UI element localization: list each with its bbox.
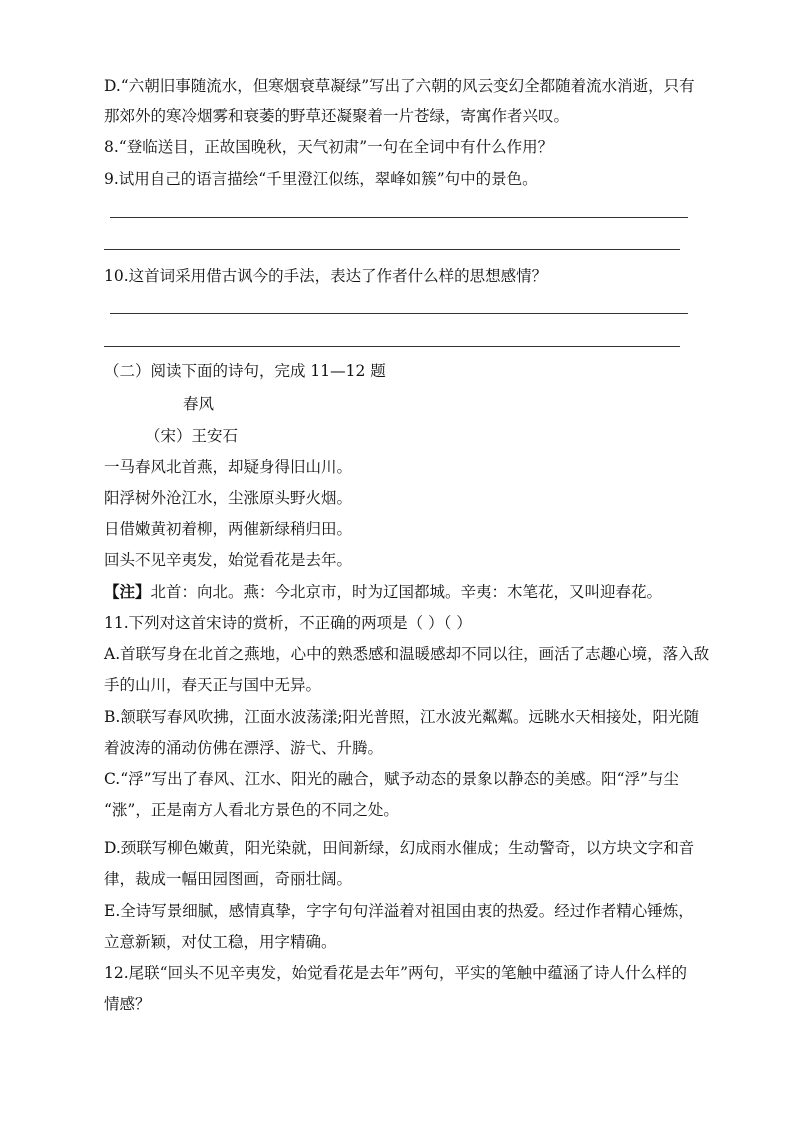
option-d-line-1b: D.颈联写柳色嫩黄，阳光染就，田间新绿，幻成雨水催成；生动警奇，以方块文字和音 [104,839,695,857]
poem-line-3: 日借嫩黄初着柳，两催新绿稍归田。 [104,520,353,538]
question-9: 9.试用自己的语言描绘“千里澄江似练，翠峰如簇”句中的景色。 [104,170,538,188]
answer-line-9a [110,217,688,218]
option-d-line-1: D.“六朝旧事随流水，但寒烟衰草凝绿”写出了六朝的风云变幻全都随着流水消逝，只有 [104,77,695,95]
answer-line-9b [104,249,680,250]
question-8: 8.“登临送目，正故国晚秋，天气初肃”一句在全词中有什么作用？ [104,138,554,156]
poem-line-2: 阳浮树外沧江水，尘涨原头野火烟。 [104,489,353,507]
option-c-line-1: C.“浮”写出了春风、江水、阳光的融合，赋予动态的景象以静态的美感。阳“浮”与尘 [104,770,679,788]
option-d-line-2b: 律，裁成一幅田园图画，奇丽壮阔。 [104,870,353,888]
answer-line-10b [104,346,680,347]
poem-line-4: 回头不见辛夷发，始觉看花是去年。 [104,551,353,569]
poem-author: （宋）王安石 [145,427,239,445]
note-text: 北首：向北。燕：今北京市，时为辽国都城。辛夷：木笔花，又叫迎春花。 [150,583,663,601]
poem-note [104,581,662,603]
section-two-heading: （二）阅读下面的诗句，完成 11—12 题 [104,362,386,380]
question-12-line-2: 情感？ [104,995,151,1013]
option-a-line-1: A.首联写身在北首之燕地，心中的熟悉感和温暖感却不同以往，画活了志趣心境，落入敌 [104,645,710,663]
option-a-line-2: 手的山川，春天正与国中无异。 [104,676,322,694]
note-tag: 【注】 [104,582,151,601]
question-11: 11.下列对这首宋诗的赏析，不正确的两项是（ ）（ ） [104,614,472,632]
poem-title: 春风 [183,395,215,413]
question-10: 10.这首词采用借古讽今的手法，表达了作者什么样的思想感情？ [104,267,548,285]
option-e-line-2: 立意新颖，对仗工稳，用字精确。 [104,933,337,951]
option-b-line-1: B.颔联写春风吹拂，江面水波荡漾;阳光普照，江水波光粼粼。远眺水天相接处，阳光随 [104,708,700,726]
poem-line-1: 一马春风北首燕，却疑身得旧山川。 [104,458,353,476]
option-e-line-1: E.全诗写景细腻，感情真挚，字字句句洋溢着对祖国由衷的热爱。经过作者精心锤炼， [104,902,694,920]
option-c-line-2: “涨”，正是南方人看北方景色的不同之处。 [104,801,399,819]
option-b-line-2: 着波涛的涌动仿佛在漂浮、游弋、升腾。 [104,739,384,757]
answer-line-10a [110,313,688,314]
question-12-line-1: 12.尾联“回头不见辛夷发，始觉看花是去年”两句，平实的笔触中蕴涵了诗人什么样的 [104,964,688,982]
option-d-line-2: 那郊外的寒冷烟雾和衰萎的野草还凝聚着一片苍绿，寄寓作者兴叹。 [104,107,570,125]
